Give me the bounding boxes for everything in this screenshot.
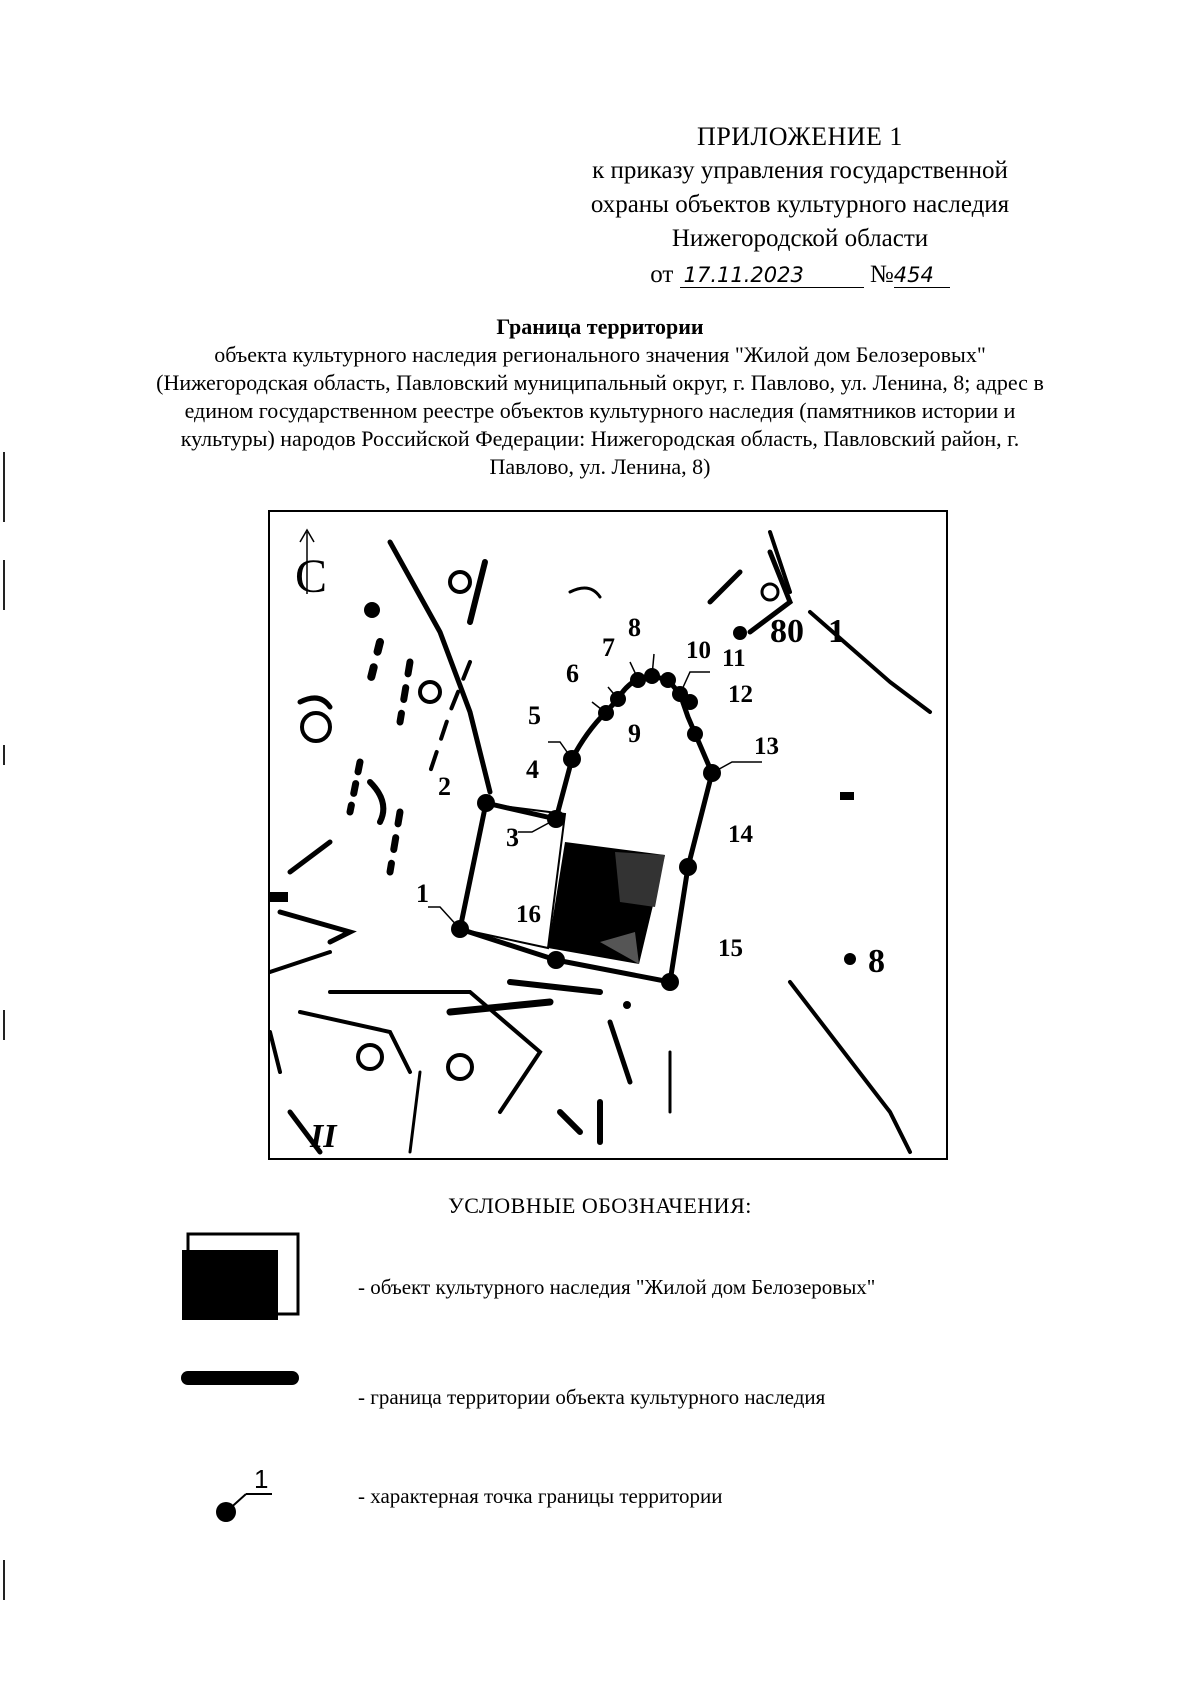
order-date-line [520,256,1080,294]
point-label-13: 13 [754,733,779,760]
north-letter: С [295,550,328,603]
legend-item-boundary [180,1365,1080,1455]
legend-item-heritage-object [180,1230,1080,1320]
point-label-8: 8 [628,613,641,642]
scan-margin-mark [3,1560,5,1600]
appendix-line-3: Нижегородской области [671,225,929,252]
scan-margin-mark [3,745,5,765]
legend-text-point: - характерная точка границы территории [358,1484,723,1508]
scan-margin-mark [3,452,5,522]
boundary-point-11 [682,694,698,710]
boundary-point-12 [687,726,703,742]
appendix-line-2: охраны объектов культурного наследия [590,191,1010,218]
point-label-6: 6 [566,659,579,688]
heading-title: Граница территории [496,314,704,339]
appendix-line-1: к приказу управления государственной [592,157,1008,184]
order-date: 17.11.2023 [680,263,864,288]
point-label-11: 11 [722,645,746,672]
point-label-3: 3 [506,823,519,852]
point-label-10: 10 [686,637,711,664]
point-label-5: 5 [528,701,541,730]
document-heading [150,313,1050,481]
territory-map [268,510,948,1160]
legend-item-point [180,1456,1080,1546]
point-label-1: 1 [416,879,429,908]
house-number-suffix: 1 [828,613,845,650]
point-label-4: 4 [526,755,539,784]
map-drawing [270,512,946,1158]
heritage-object-symbol [180,1230,302,1322]
heading-body: объекта культурного наследия регионального значения "Жилой дом Белозеровых" (Нижегородская область, Павловский муниципальный округ, г. Павлово, ул. Ленина, 8; адрес в едином государственном реестре объектов культурного наследия (памятников истории и культуры) народов Российской Федерации: Нижегородская область, Павловский район, г. Павлово, ул. Ленина, 8) [156,342,1044,479]
point-label-16: 16 [516,901,541,928]
number-prefix: № [869,261,894,288]
legend-text-heritage-object: - объект культурного наследия "Жилой дом Белозеровых" [358,1275,876,1299]
roman-numeral: II [310,1118,337,1155]
house-number: 80 [770,613,804,650]
legend-title: УСЛОВНЫЕ ОБОЗНАЧЕНИЯ: [448,1193,752,1218]
order-number: 454 [894,263,950,288]
boundary-point-14 [679,858,697,876]
boundary-point-9 [660,672,676,688]
point-label-9: 9 [628,719,641,748]
boundary-point-2 [477,794,495,812]
boundary-line-symbol [180,1365,302,1395]
legend-text-boundary: - граница территории объекта культурного наследия [358,1385,826,1409]
point-label-2: 2 [438,772,451,801]
boundary-point-7 [630,672,646,688]
scan-margin-mark [3,560,5,610]
point-label-7: 7 [602,633,615,662]
point-label-14: 14 [728,821,753,848]
appendix-title: ПРИЛОЖЕНИЕ 1 [697,122,903,151]
date-prefix: от [650,261,674,288]
side-number: 8 [868,943,885,980]
heritage-object-building [548,842,665,964]
boundary-point-16 [547,951,565,969]
point-label-12: 12 [728,681,753,708]
scan-margin-mark [3,1010,5,1040]
point-label-15: 15 [718,935,743,962]
boundary-point-15 [661,973,679,991]
boundary-point-symbol [180,1456,302,1526]
appendix-block [520,120,1080,294]
legend-point-label: 1 [254,1464,269,1494]
